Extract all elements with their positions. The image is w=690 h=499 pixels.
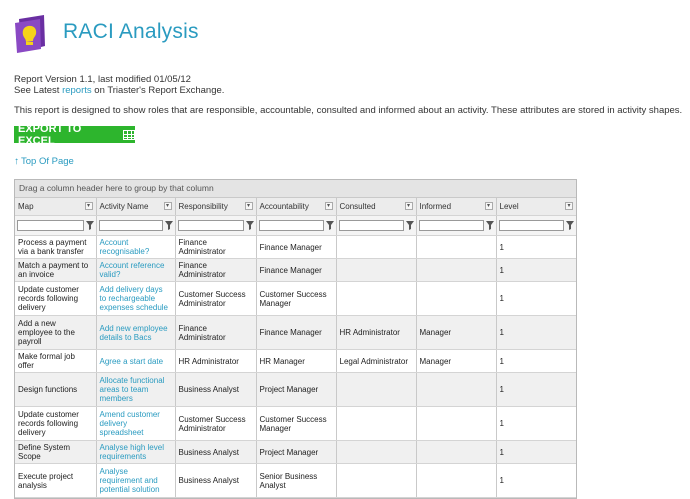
cell-level: 1 (496, 259, 576, 282)
column-header-informed[interactable] (416, 198, 496, 216)
cell-consulted: Legal Administrator (336, 350, 416, 373)
cell-map: Match a payment to an invoice (15, 259, 96, 282)
filter-icon[interactable] (566, 221, 574, 230)
cell-responsibility: Finance Administrator (175, 236, 256, 259)
activity-link[interactable]: Account recognisable? (99, 238, 150, 256)
group-by-area[interactable]: Drag a column header here to group by that column (15, 180, 576, 198)
filter-icon[interactable] (165, 221, 173, 230)
dropdown-icon[interactable]: ▾ (245, 202, 253, 210)
filter-cell (496, 216, 576, 236)
column-header-accountability[interactable] (256, 198, 336, 216)
cell-accountability: Finance Manager (256, 236, 336, 259)
filter-cell (256, 216, 336, 236)
dropdown-icon[interactable]: ▾ (485, 202, 493, 210)
cell-level: 1 (496, 236, 576, 259)
see-suffix: on Triaster's Report Exchange. (91, 85, 225, 96)
cell-consulted (336, 441, 416, 464)
cell-responsibility: Customer Success Administrator (175, 282, 256, 316)
version-line: Report Version 1.1, last modified 01/05/12 (14, 74, 191, 85)
table-row (15, 464, 576, 498)
filter-input[interactable] (178, 220, 244, 231)
cell-informed (416, 282, 496, 316)
cell-informed: Manager (416, 316, 496, 350)
filter-cell (15, 216, 96, 236)
top-of-page-link[interactable] (14, 156, 74, 167)
cell-consulted (336, 464, 416, 498)
cell-map: Add a new employee to the payroll (15, 316, 96, 350)
cell-activity (96, 236, 175, 259)
activity-link[interactable]: Account reference valid? (99, 261, 165, 279)
cell-consulted: HR Administrator (336, 316, 416, 350)
cell-map: Define System Scope (15, 441, 96, 464)
grid-body (15, 236, 576, 498)
cell-activity (96, 350, 175, 373)
column-label: Accountability (259, 202, 309, 211)
cell-responsibility: Business Analyst (175, 464, 256, 498)
cell-consulted (336, 236, 416, 259)
table-row (15, 373, 576, 407)
cell-activity (96, 282, 175, 316)
raci-logo-icon (14, 14, 50, 54)
dropdown-icon[interactable]: ▾ (85, 202, 93, 210)
column-header-responsibility[interactable] (175, 198, 256, 216)
filter-icon[interactable] (486, 221, 494, 230)
activity-link[interactable]: Agree a start date (99, 356, 164, 366)
cell-activity (96, 259, 175, 282)
cell-informed: Manager (416, 350, 496, 373)
filter-icon[interactable] (326, 221, 334, 230)
activity-link[interactable]: Add delivery days to rechargeable expenses schedule (99, 285, 168, 312)
export-label: EXPORT TO EXCEL (18, 122, 82, 147)
column-header-map[interactable] (15, 198, 96, 216)
cell-informed (416, 373, 496, 407)
activity-link[interactable]: Analyse requirement and potential solution (99, 467, 160, 494)
filter-input[interactable] (259, 220, 324, 231)
cell-informed (416, 441, 496, 464)
table-row (15, 316, 576, 350)
cell-activity (96, 316, 175, 350)
cell-map: Process a payment via a bank transfer (15, 236, 96, 259)
report-description: This report is designed to show roles that are responsible, accountable, consulted and informed about an activity. These attributes are stored in activity shapes. (14, 105, 683, 116)
up-arrow-icon: ↑ (14, 156, 19, 167)
cell-level: 1 (496, 464, 576, 498)
cell-level: 1 (496, 407, 576, 441)
cell-responsibility: Finance Administrator (175, 316, 256, 350)
cell-informed (416, 236, 496, 259)
cell-informed (416, 407, 496, 441)
table-row (15, 282, 576, 316)
cell-accountability: Project Manager (256, 441, 336, 464)
cell-accountability: Finance Manager (256, 259, 336, 282)
table-row (15, 236, 576, 259)
table-row (15, 259, 576, 282)
filter-input[interactable] (499, 220, 565, 231)
activity-link[interactable]: Allocate functional areas to team members (99, 376, 165, 403)
column-header-level[interactable] (496, 198, 576, 216)
filter-icon[interactable] (86, 221, 94, 230)
filter-cell (175, 216, 256, 236)
cell-responsibility: Finance Administrator (175, 259, 256, 282)
cell-map: Design functions (15, 373, 96, 407)
cell-activity (96, 441, 175, 464)
cell-map: Update customer records following delivery (15, 407, 96, 441)
column-label: Responsibility (178, 202, 228, 211)
cell-activity (96, 373, 175, 407)
activity-link[interactable]: Amend customer delivery spreadsheet (99, 410, 160, 437)
column-label: Informed (419, 202, 452, 211)
table-row (15, 441, 576, 464)
cell-accountability: Finance Manager (256, 316, 336, 350)
cell-accountability: HR Manager (256, 350, 336, 373)
filter-input[interactable] (17, 220, 84, 231)
table-row (15, 350, 576, 373)
cell-consulted (336, 373, 416, 407)
cell-responsibility: Business Analyst (175, 441, 256, 464)
cell-map: Execute project analysis (15, 464, 96, 498)
report-meta (14, 74, 224, 96)
export-to-excel-button[interactable] (14, 122, 135, 147)
cell-consulted (336, 407, 416, 441)
filter-input[interactable] (339, 220, 404, 231)
filter-cell (96, 216, 175, 236)
cell-consulted (336, 259, 416, 282)
cell-accountability: Senior Business Analyst (256, 464, 336, 498)
cell-level: 1 (496, 316, 576, 350)
cell-accountability: Customer Success Manager (256, 407, 336, 441)
filter-icon[interactable] (406, 221, 414, 230)
column-label: Level (499, 202, 519, 211)
activity-link[interactable]: Add new employee details to Bacs (99, 323, 168, 342)
dropdown-icon[interactable]: ▾ (164, 202, 172, 210)
column-header-activity-name[interactable] (96, 198, 175, 216)
table-row (15, 407, 576, 441)
cell-informed (416, 464, 496, 498)
filter-row (15, 216, 576, 236)
filter-input[interactable] (419, 220, 484, 231)
cell-responsibility: Customer Success Administrator (175, 407, 256, 441)
column-label: Map (18, 202, 34, 211)
column-header-consulted[interactable] (336, 198, 416, 216)
dropdown-icon[interactable]: ▾ (405, 202, 413, 210)
see-latest-line (14, 85, 224, 96)
cell-consulted (336, 282, 416, 316)
dropdown-icon[interactable]: ▾ (565, 202, 573, 210)
cell-level: 1 (496, 441, 576, 464)
page-title: RACI Analysis (63, 20, 199, 43)
column-label: Consulted (339, 202, 376, 211)
raci-grid (14, 179, 577, 499)
cell-activity (96, 464, 175, 498)
cell-level: 1 (496, 282, 576, 316)
column-label: Activity Name (99, 202, 149, 211)
filter-cell (336, 216, 416, 236)
cell-accountability: Project Manager (256, 373, 336, 407)
filter-cell (416, 216, 496, 236)
cell-map: Make formal job offer (15, 350, 96, 373)
activity-link[interactable]: Analyse high level requirements (99, 443, 164, 461)
excel-icon (123, 130, 135, 140)
cell-informed (416, 259, 496, 282)
dropdown-icon[interactable]: ▾ (325, 202, 333, 210)
cell-level: 1 (496, 350, 576, 373)
cell-activity (96, 407, 175, 441)
filter-icon[interactable] (246, 221, 254, 230)
reports-link[interactable]: reports (62, 85, 92, 96)
top-of-page-label: Top Of Page (21, 156, 74, 167)
cell-map: Update customer records following delivery (15, 282, 96, 316)
cell-responsibility: Business Analyst (175, 373, 256, 407)
raci-table (15, 198, 576, 498)
cell-level: 1 (496, 373, 576, 407)
cell-accountability: Customer Success Manager (256, 282, 336, 316)
cell-responsibility: HR Administrator (175, 350, 256, 373)
filter-input[interactable] (99, 220, 163, 231)
see-prefix: See Latest (14, 85, 63, 96)
column-header-row (15, 198, 576, 216)
